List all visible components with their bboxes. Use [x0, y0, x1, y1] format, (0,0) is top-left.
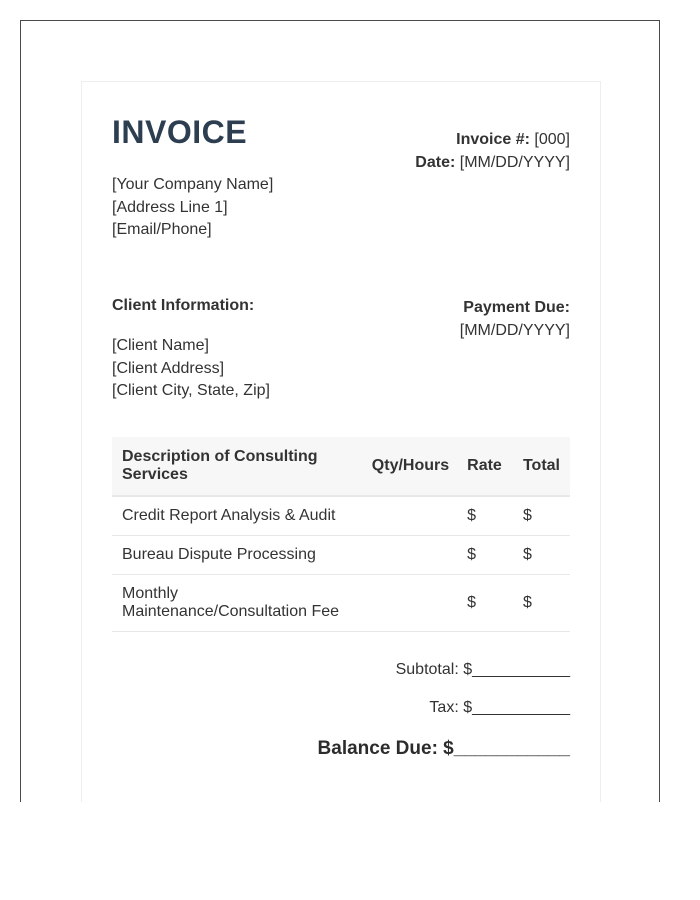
invoice-meta — [415, 129, 570, 174]
payment-due-label: Payment Due: — [463, 299, 570, 316]
payment-due — [460, 297, 570, 342]
service-description: Monthly Maintenance/Consultation Fee — [112, 575, 370, 632]
table-row — [112, 536, 570, 575]
invoice-number — [415, 129, 570, 152]
table-row — [112, 496, 570, 536]
column-header-total: Total — [513, 437, 570, 496]
payment-due-value: [MM/DD/YYYY] — [459, 321, 570, 339]
column-header-description: Description of Consulting Services — [112, 437, 370, 496]
table-row — [112, 575, 570, 632]
subtotal-line: Subtotal: $___________ — [395, 661, 570, 678]
company-name: [Your Company Name] — [112, 176, 274, 193]
service-total: $ — [513, 496, 570, 536]
tax-line: Tax: $___________ — [429, 699, 570, 716]
service-total: $ — [513, 536, 570, 575]
column-header-rate: Rate — [457, 437, 513, 496]
balance-due-line: Balance Due: $___________ — [317, 738, 570, 759]
service-description: Credit Report Analysis & Audit — [112, 496, 370, 536]
invoice-date — [415, 152, 570, 175]
service-qty — [370, 496, 457, 536]
company-info — [112, 174, 273, 242]
service-total: $ — [513, 575, 570, 632]
table-header-row — [112, 437, 570, 496]
client-city: [Client City, State, Zip] — [112, 382, 270, 399]
client-info — [112, 335, 270, 403]
service-qty — [370, 575, 457, 632]
client-name: [Client Name] — [112, 337, 209, 354]
invoice-title: INVOICE — [112, 114, 248, 150]
service-qty — [370, 536, 457, 575]
client-address: [Client Address] — [112, 359, 225, 377]
service-rate: $ — [457, 496, 513, 536]
company-contact: [Email/Phone] — [112, 221, 212, 238]
services-table — [112, 437, 570, 632]
invoice-number-value: [000] — [529, 131, 570, 148]
service-rate: $ — [457, 575, 513, 632]
service-description: Bureau Dispute Processing — [112, 536, 370, 575]
client-info-heading: Client Information: — [112, 297, 255, 314]
company-address: [Address Line 1] — [112, 198, 228, 216]
invoice-date-label: Date: — [415, 153, 456, 171]
invoice-date-value: [MM/DD/YYYY] — [455, 153, 570, 171]
service-rate: $ — [457, 536, 513, 575]
invoice-number-label: Invoice #: — [456, 131, 530, 148]
column-header-qty: Qty/Hours — [370, 437, 457, 496]
